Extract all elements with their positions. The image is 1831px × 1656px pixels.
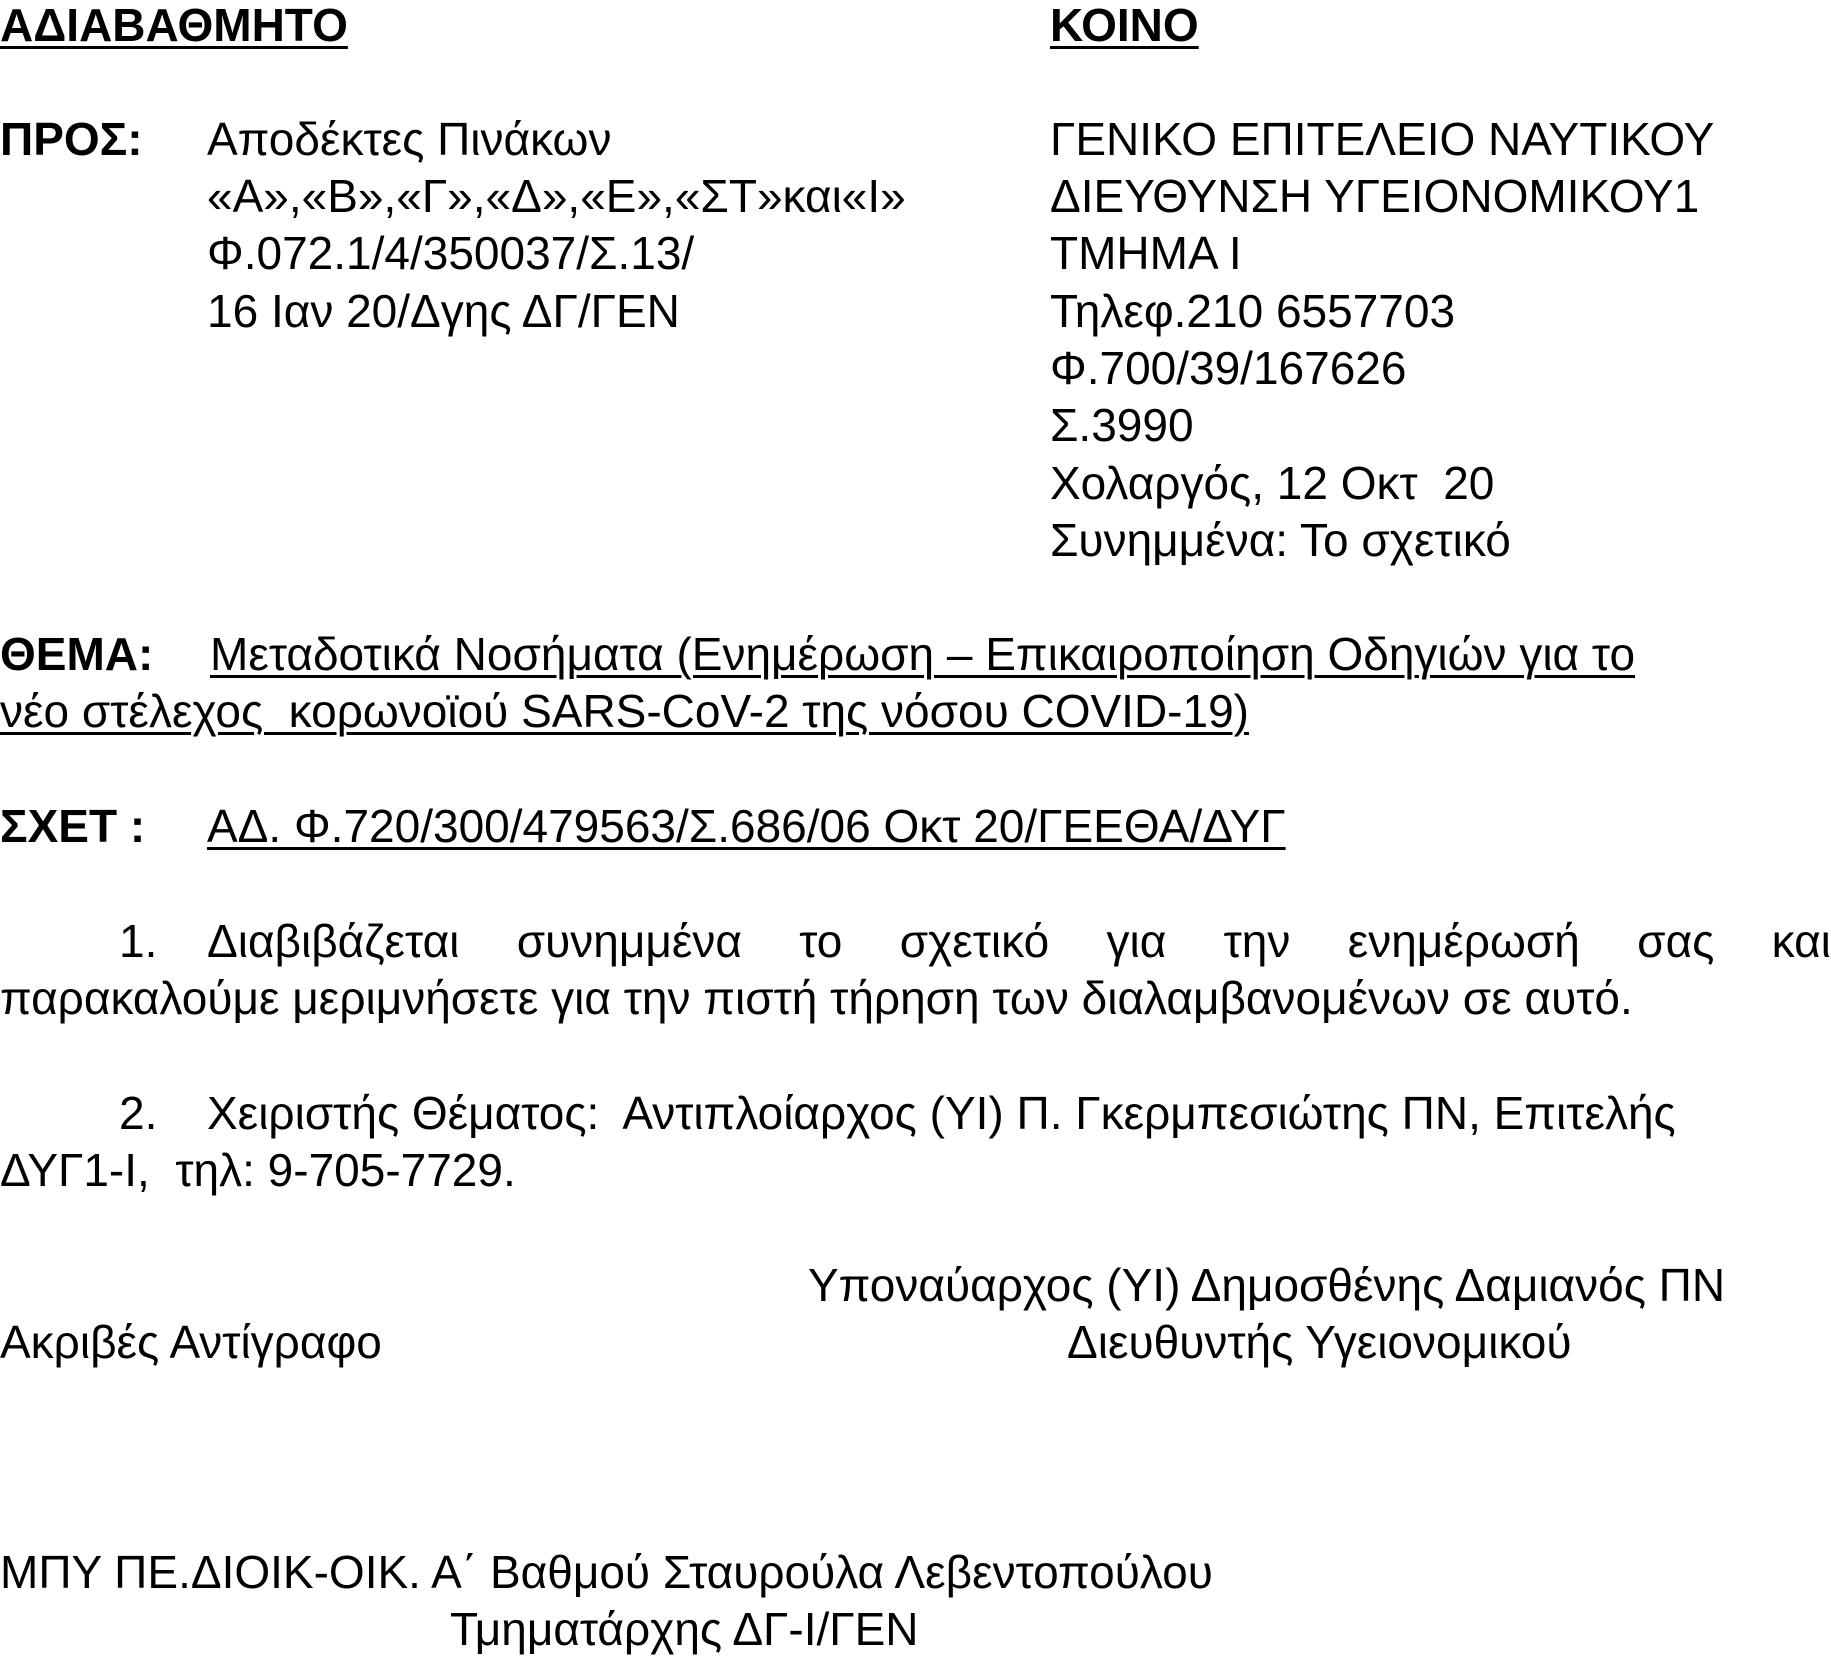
word: την — [1223, 915, 1291, 967]
word: το — [799, 915, 843, 967]
paragraph-1-line-1 — [207, 915, 1831, 967]
paragraph-number: 1. — [119, 915, 158, 967]
word: σχετικό — [899, 915, 1050, 967]
sender-phone: Τηλεφ.210 6557703 — [1050, 285, 1456, 337]
paragraph-number: 2. — [119, 1087, 158, 1139]
word: για — [1106, 915, 1167, 967]
reference-value: ΑΔ. Φ.720/300/479563/Σ.686/06 Οκτ 20/ΓΕΕΘΑ/ΔΥΓ — [207, 800, 1286, 852]
paragraph-2-line-1: Χειριστής Θέματος: Αντιπλοίαρχος (ΥΙ) Π. Γκερμπεσιώτης ΠΝ, Επιτελής — [207, 1087, 1676, 1139]
sender-file-number: Φ.700/39/167626 — [1050, 342, 1407, 394]
subject-line-2: νέο στέλεχος κορωνοϊού SARS-CoV-2 της νόσου COVID-19) — [0, 685, 1249, 737]
recipients-line: Αποδέκτες Πινάκων — [207, 113, 612, 165]
recipients-line: Φ.072.1/4/350037/Σ.13/ — [207, 227, 695, 279]
paragraph-2-line-2: ΔΥΓ1-Ι, τηλ: 9-705-7729. — [0, 1144, 516, 1196]
recipients-label: ΠΡΟΣ: — [0, 113, 143, 165]
classification-label: ΑΔΙΑΒΑΘΜΗΤΟ — [0, 0, 348, 51]
paragraph-1-line-2: παρακαλούμε μεριμνήσετε για την πιστή τήρηση των διαλαμβανομένων σε αυτό. — [0, 972, 1633, 1024]
reference-label: ΣΧΕΤ : — [0, 800, 146, 852]
sender-directorate: ΔΙΕΥΘΥΝΣΗ ΥΓΕΙΟΝΟΜΙΚΟΥ1 — [1050, 170, 1700, 222]
sender-place-date: Χολαργός, 12 Οκτ 20 — [1050, 457, 1495, 509]
certified-copy-label: Ακριβές Αντίγραφο — [0, 1316, 382, 1368]
certifier-title: Τμηματάρχης ΔΓ-Ι/ΓΕΝ — [450, 1603, 919, 1655]
subject-label: ΘΕΜΑ: — [0, 628, 154, 680]
sender-attachments: Συνημμένα: Το σχετικό — [1050, 514, 1511, 566]
word: συνημμένα — [516, 915, 742, 967]
subject-line-1: Μεταδοτικά Νοσήματα (Ενημέρωση – Επικαιροποίηση Οδηγιών για το — [210, 628, 1636, 680]
word: Διαβιβάζεται — [207, 915, 460, 967]
word: σας — [1637, 915, 1715, 967]
signatory-name: Υποναύαρχος (ΥΙ) Δημοσθένης Δαμιανός ΠΝ — [808, 1259, 1726, 1311]
recipients-line: 16 Ιαν 20/Δγης ΔΓ/ΓΕΝ — [207, 285, 680, 337]
word: ενημέρωσή — [1347, 915, 1580, 967]
signatory-title: Διευθυντής Υγειονομικού — [1067, 1316, 1572, 1368]
certifier-name: ΜΠΥ ΠΕ.ΔΙΟΙΚ-ΟΙΚ. Α΄ Βαθμού Σταυρούλα Λεβεντοπούλου — [0, 1546, 1213, 1598]
sender-department: ΤΜΗΜΑ Ι — [1050, 227, 1242, 279]
recipients-line: «Α»,«Β»,«Γ»,«Δ»,«Ε»,«ΣΤ»και«Ι» — [207, 170, 906, 222]
sender-serial: Σ.3990 — [1050, 399, 1194, 451]
sender-organization: ΓΕΝΙΚΟ ΕΠΙΤΕΛΕΙΟ ΝΑΥΤΙΚΟΥ — [1050, 113, 1715, 165]
word: και — [1771, 915, 1831, 967]
distribution-label: ΚΟΙΝΟ — [1050, 0, 1199, 51]
